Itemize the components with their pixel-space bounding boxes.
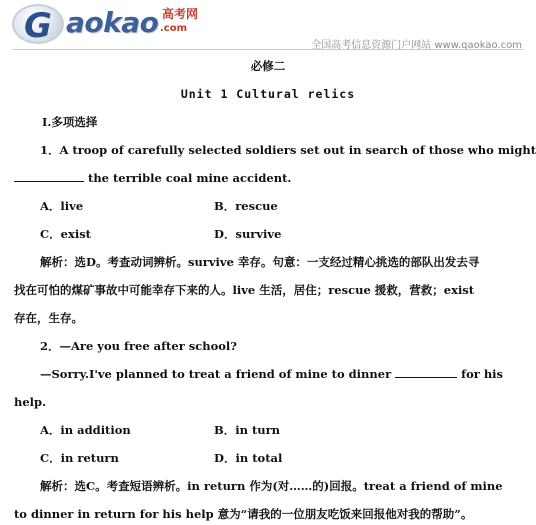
q1-explanation-line1: 解析：选D。考查动词辨析。survive 幸存。句意：一支经过精心挑选的部队出发去寻	[40, 255, 480, 269]
q2-stem-end: for his	[457, 367, 504, 381]
q1-explanation-line2: 找在可怕的煤矿事故中可能幸存下来的人。live 生活，居住；rescue 援救，营救；exist	[14, 283, 475, 297]
q2-stem-line3: help.	[14, 395, 47, 409]
q1-stem-line2	[14, 170, 522, 186]
q2-explanation-line1: 解析：选C。考查短语辨析。in return 作为(对……的)回报。treat a friend of mine	[40, 479, 503, 493]
q1-explanation-line3: 存在，生存。	[14, 311, 83, 325]
logo-g-emblem: G	[12, 4, 64, 44]
page-header	[0, 0, 536, 52]
logo-domain: .com	[160, 23, 188, 34]
q2-option-b: B．in turn	[214, 423, 281, 437]
unit-heading: Unit 1 Cultural relics	[180, 87, 356, 101]
q2-explanation-line2: to dinner in return for his help 意为“请我的一位朋友吃饭来回报他对我的帮助”。	[14, 507, 473, 521]
q2-option-c: C．in return	[40, 451, 119, 465]
q2-option-d: D．in total	[214, 451, 283, 465]
document-title: 必修二	[250, 59, 286, 73]
q1-stem-rest: the terrible coal mine accident.	[84, 171, 292, 185]
section-heading: Ⅰ.多项选择	[42, 115, 98, 129]
q2-option-a: A．in addition	[40, 423, 131, 437]
q2-stem-line2	[40, 366, 522, 382]
q1-option-a: A．live	[40, 199, 84, 213]
gaokao-logo[interactable]	[12, 2, 202, 46]
q2-stem-start: —Sorry.I've planned to treat a friend of mine to dinner	[40, 367, 396, 381]
q1-answer-blank	[14, 171, 84, 182]
q2-stem-line1: 2．—Are you free after school?	[40, 339, 238, 353]
logo-chinese-name: 高考网	[162, 7, 199, 21]
q1-option-d: D．survive	[214, 227, 282, 241]
q1-option-b: B．rescue	[214, 199, 278, 213]
q1-stem-line1: 1．A troop of carefully selected soldiers set out in search of those who might	[40, 143, 536, 157]
q1-option-c: C．exist	[40, 227, 91, 241]
logo-wordmark: aokao	[66, 6, 159, 39]
q2-answer-blank	[395, 367, 457, 378]
header-divider	[12, 49, 524, 50]
site-tagline: 全国高考信息资源门户网站 www.gaokao.com	[311, 40, 522, 51]
